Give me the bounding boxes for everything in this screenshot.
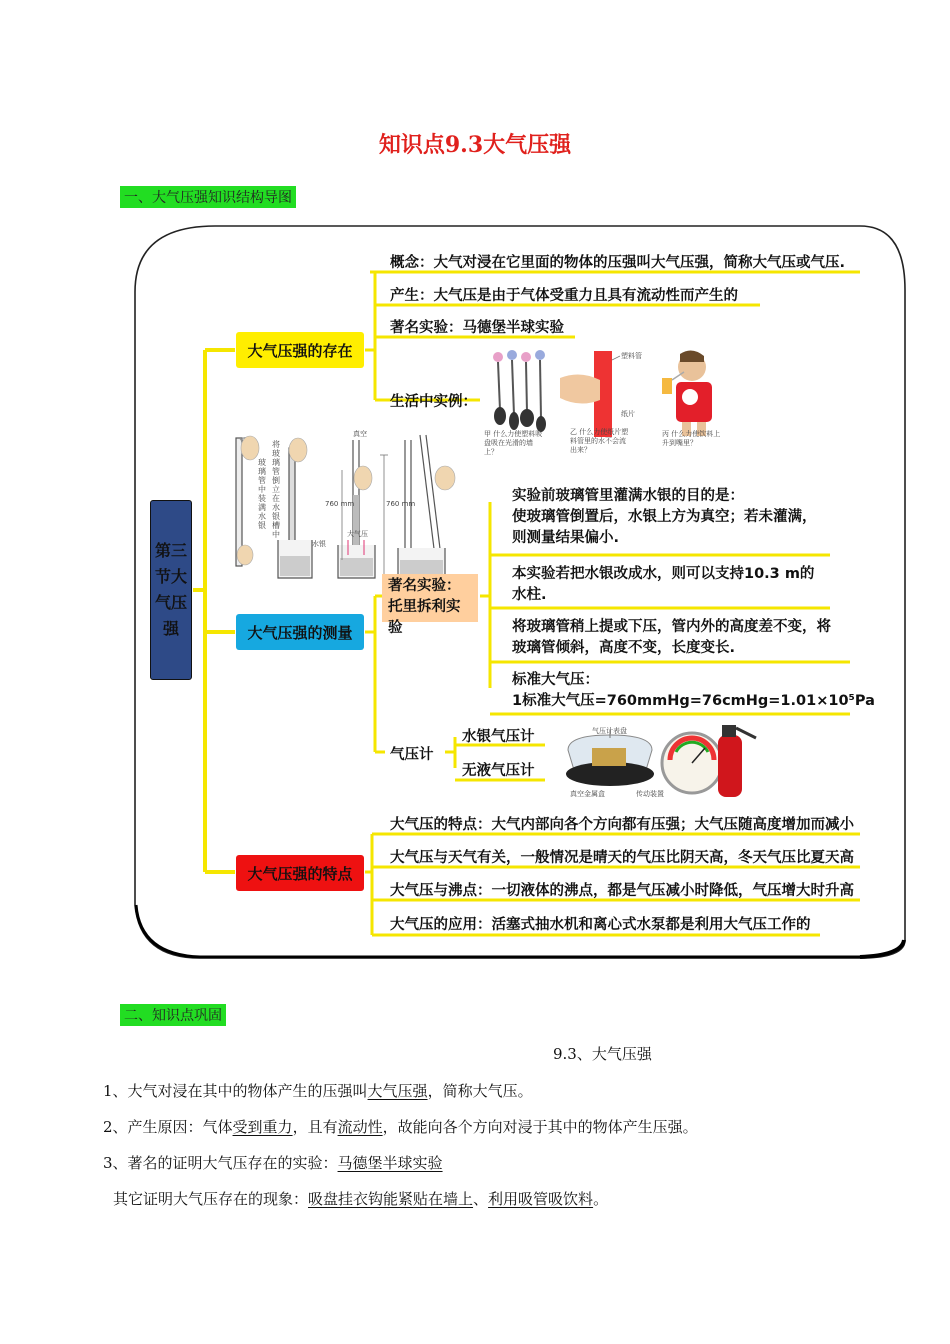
caption-a: 甲 什么力使塑料吸盘吸在光滑的墙上？ (484, 430, 543, 456)
point-4 (113, 1188, 608, 1209)
tube-label-pressure: 大气压 (347, 530, 368, 538)
tube-paper-illustration (560, 351, 620, 437)
tube-text-2: 将玻璃管倒立在水银槽中 (272, 440, 280, 539)
label-straw: 塑料管 (621, 352, 642, 360)
point-2-pre: 2、产生原因：气体 (103, 1118, 233, 1136)
point-4-post: 。 (593, 1190, 609, 1208)
caption-c: 丙 什么力使饮料上升到嘴里？ (662, 430, 721, 447)
baro-label-box: 真空金属盒 (570, 790, 605, 798)
point-1-answer: 大气压强 (367, 1082, 428, 1100)
point-1-post: ，简称大气压。 (427, 1082, 533, 1100)
baro-label-gear: 传动装置 (636, 790, 664, 798)
tube-label-height: 760 mm (325, 500, 355, 508)
point-2-post: ，故能向各个方向对浸于其中的物体产生压强。 (382, 1118, 698, 1136)
suction-hooks-illustration (493, 350, 546, 432)
branch-measurement: 大气压强的测量 (236, 614, 364, 650)
char-item-2: 大气压与天气有关，一般情况是晴天的气压比阴天高，冬天气压比夏天高 (390, 850, 854, 866)
point-2-mid: ，且有 (292, 1118, 338, 1136)
branch-existence: 大气压强的存在 (236, 332, 364, 368)
section-heading-1: 一、大气压强知识结构导图 (120, 186, 296, 208)
label-paper: 纸片 (621, 410, 635, 418)
point-4-answer-1: 吸盘挂衣钩能紧贴在墙上 (308, 1190, 474, 1208)
section-heading-2: 二、知识点巩固 (120, 1004, 226, 1026)
origin-line: 产生：大气压是由于气体受重力且具有流动性而产生的 (390, 288, 738, 304)
point-3-answer: 马德堡半球实验 (337, 1154, 443, 1172)
point-1-pre: 1、大气对浸在其中的物体产生的压强叫 (103, 1082, 368, 1100)
baro-label-dial: 气压计表盘 (592, 727, 627, 735)
concept-line: 概念：大气对浸在它里面的物体的压强叫大气压强，简称大气压或气压. (390, 255, 846, 271)
aneroid-barometer-illustration (566, 730, 654, 786)
point-2 (103, 1116, 698, 1137)
detail-standard-pressure: 标准大气压： 1标准大气压=760mmHg=76cmHg=1.01×10⁵Pa (512, 672, 875, 709)
page-title: 知识点9.3大气压强 (378, 132, 572, 158)
char-item-3: 大气压与沸点：一切液体的沸点，都是气压减小时降低，气压增大时升高 (390, 883, 854, 899)
point-1 (103, 1080, 533, 1101)
torricelli-node: 著名实验： 托里拆利实验 (382, 574, 478, 622)
barometer-label: 气压计 (390, 747, 434, 763)
boy-drinking-illustration (662, 350, 712, 436)
life-examples-label: 生活中实例： (390, 394, 477, 410)
caption-b: 乙 什么力使纸片塑料管里的水不会流出来？ (570, 428, 629, 454)
root-connectors (193, 350, 235, 872)
char-item-1: 大气压的特点：大气内部向各个方向都有压强；大气压随高度增加而减小 (390, 817, 854, 833)
detail-water-column: 本实验若把水银改成水，则可以支持10.3 m的 水柱. (512, 566, 815, 603)
subtitle: 9.3、大气压强 (553, 1045, 652, 1063)
aneroid-barometer: 无液气压计 (462, 763, 535, 779)
tube-text-1: 玻璃管中装满水银 (258, 458, 266, 530)
detail-fill-purpose: 实验前玻璃管里灌满水银的目的是： 使玻璃管倒置后，水银上方为真空；若未灌满， 则测量结果偏小. (512, 488, 817, 546)
tube-label-vacuum: 真空 (353, 430, 367, 438)
mindmap-root: 第三节大气压强 (150, 500, 192, 680)
branch-characteristics: 大气压强的特点 (236, 855, 364, 891)
tube-label-mercury: 水银 (312, 540, 326, 548)
point-2-answer-1: 受到重力 (232, 1118, 293, 1136)
point-4-answer-2: 利用吸管吸饮料 (488, 1190, 594, 1208)
char-item-4: 大气压的应用：活塞式抽水机和离心式水泵都是利用大气压工作的 (390, 917, 811, 933)
point-2-answer-2: 流动性 (337, 1118, 383, 1136)
point-3-pre: 3、著名的证明大气压存在的实验： (103, 1154, 338, 1172)
detail-tilt-tube: 将玻璃管稍上提或下压，管内外的高度差不变，将 玻璃管倾斜，高度不变，长度变长. (512, 619, 831, 656)
point-4-mid: 、 (473, 1190, 489, 1208)
magdeburg-line: 著名实验：马德堡半球实验 (390, 320, 564, 336)
pressure-gauge-illustration (662, 725, 756, 797)
tube-label-height-2: 760 mm (386, 500, 416, 508)
point-3 (103, 1152, 443, 1173)
mercury-barometer: 水银气压计 (462, 729, 535, 745)
point-4-pre: 其它证明大气压存在的现象： (113, 1190, 309, 1208)
